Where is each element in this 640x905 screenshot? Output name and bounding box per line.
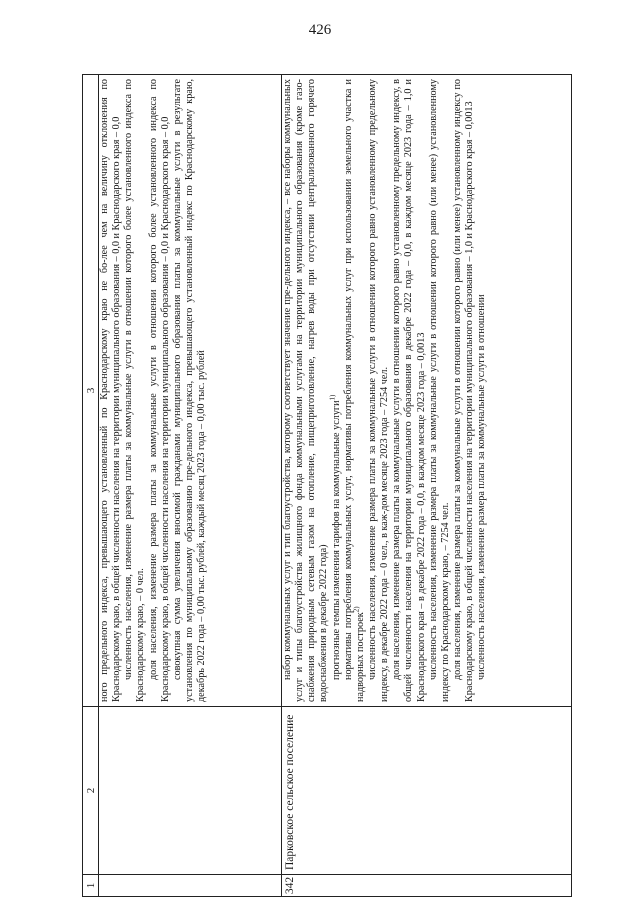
paragraph: ного предельного индекса, превышающего установленный по Краснодарскому краю не бо-лее чем на величину отклонения по Краснодарскому краю, в общей численности населения на территории муниципального образования – 0,0 и Краснодарского края – 0,0 (99, 79, 123, 702)
indicator-text-cell (99, 75, 282, 707)
paragraph: доля населения, изменение размера платы за коммунальные услуги в отношении которого равно (или менее) установленному индексу по Краснодарскому краю, в общей численности населения на территории муниципального образования – 1,0 и Краснодарского края – 0,0013 (451, 79, 476, 702)
header-col-2: 2 (83, 707, 99, 875)
paragraph (343, 79, 367, 702)
footnote-mark: 2) (352, 606, 361, 613)
table-header-row (83, 75, 99, 897)
header-col-3: 3 (83, 75, 99, 707)
paragraph: численность населения, изменение размера платы за коммунальные услуги в отношении которого более установленного индекса по Краснодарскому краю, – 0 чел. (123, 79, 147, 702)
paragraph: численность населения, изменение размера платы за коммунальные услуги в отношении (476, 294, 488, 680)
paragraph: доля населения, изменение размера платы за коммунальные услуги в отношении которого равно установленному предельному индексу, в общей численности населения на территории муниципального образования в декабре 2022 года – 0,0, в каждом месяце 2023 года – 1,0 и Краснодарского края – в декабре 2022 года – 0,0, в каждом месяце 2023 года – 0,0013 (391, 79, 427, 702)
rotated-table-wrapper (82, 75, 572, 897)
indicator-text-cell (282, 75, 572, 707)
row-number-cell: 342 (282, 875, 572, 897)
rotated-table-container (82, 75, 572, 897)
footnote-mark: 1) (328, 394, 337, 401)
paragraph-text: набор коммунальных услуг и тип благоустройства, которому соответствует значение пре-дельного индекса, – все наборы коммунальных услуг и типы благоустройства жилищного фонда коммунальными услугами на территории муниципального образования (кроме газо-снабжения природным сетевым газом на отопление, пищеприготовление, нагрев воды при отсутствии централизованного горячего водоснабжения в декабре 2022 года) (282, 79, 330, 702)
paragraph-text: прогнозные темпы изменения тарифов на коммунальные услуги (330, 400, 342, 680)
paragraph-text: нормативы потребления коммунальных услуг, нормативы потребления коммунальных услуг при использовании земельного участка и надворных построек (342, 79, 366, 702)
table-row (282, 75, 572, 897)
paragraph: численность населения, изменение размера платы за коммунальные услуги в отношении которого равно (или менее) установленному индексу по Краснодарскому краю, – 7254 чел. (427, 79, 451, 702)
paragraph (328, 79, 343, 702)
page-number: 426 (308, 22, 332, 38)
paragraph: доля населения, изменение размера платы за коммунальные услуги в отношении которого более установленного индекса по Краснодарскому краю, в общей численности населения на территории муниципального образования – 0,0 и Краснодарского края – 0,0 (147, 79, 171, 702)
paragraph: совокупная сумма увеличения вносимой гражданами муниципального образования платы за коммунальные услуги в результате установления по муниципальному образованию пре-дельного индекса, превышающего установленный индекс по Краснодарскому краю, декабрь 2022 года – 0,00 тыс. рублей, каждый месяц 2023 года – 0,00 тыс. рублей (171, 79, 208, 702)
data-table (82, 74, 572, 897)
paragraph (282, 79, 331, 702)
settlement-cell (99, 707, 282, 875)
paragraph: численность населения, изменение размера платы за коммунальные услуги в отношении которого равно установленному предельному индексу, в декабре 2022 года – 0 чел., в каж-дом месяце 2023 года – 7254 чел. (366, 79, 391, 702)
settlement-cell: Парковское сельское поселение (282, 707, 572, 875)
header-col-1: 1 (83, 875, 99, 897)
row-number-cell (99, 875, 282, 897)
table-row (99, 75, 282, 897)
